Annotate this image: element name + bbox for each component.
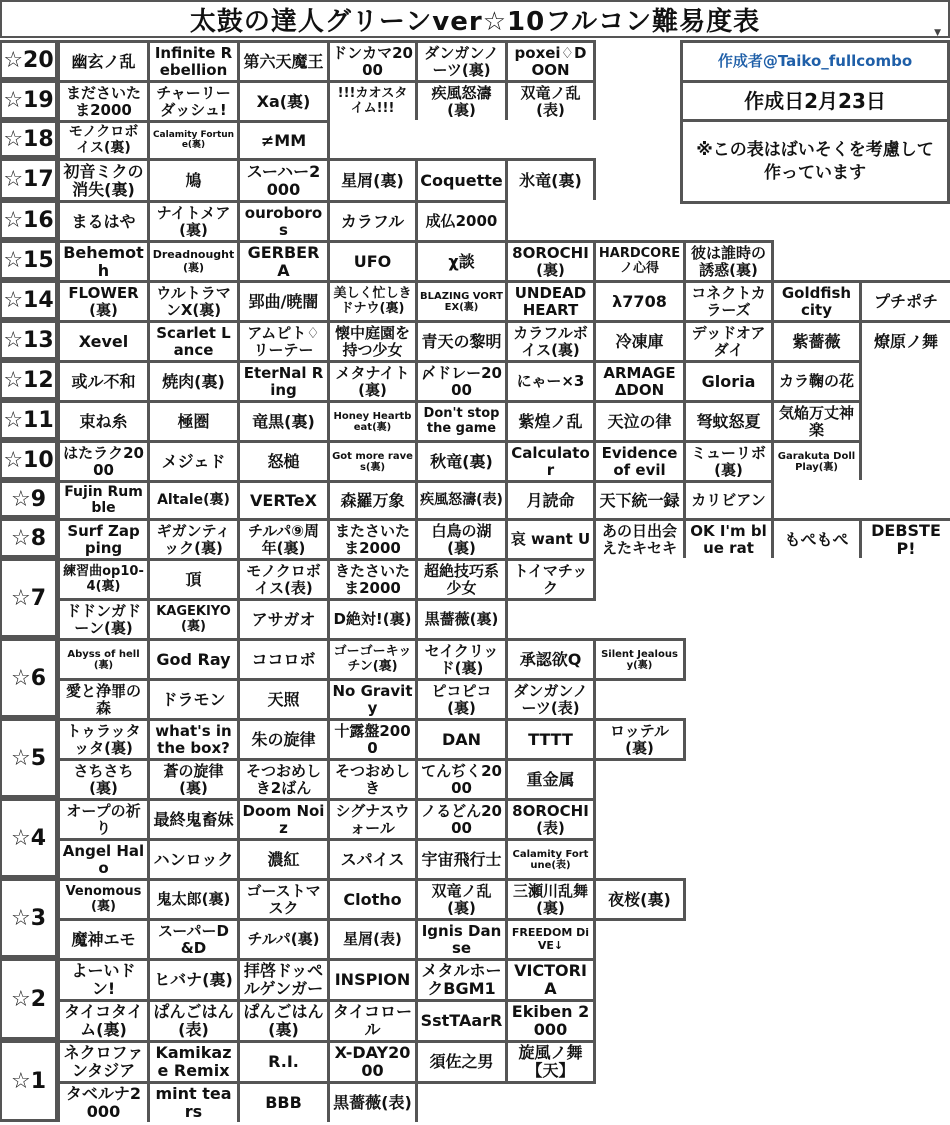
song-cell: 束ね糸	[60, 403, 147, 440]
song-cell: VICTORIA	[508, 961, 593, 999]
row-gap	[508, 601, 596, 641]
song-cell: 彼は誰時の誘惑(裏)	[686, 243, 771, 280]
song-cell: Calamity Fortune(表)	[508, 841, 593, 878]
song-cell: λ7708	[596, 283, 683, 320]
song-cell: トゥラッタッタ(裏)	[60, 721, 147, 758]
song-cell: Goldfish city	[774, 283, 859, 320]
song-cell: 鳩	[150, 161, 237, 200]
song-cell: ouroboros	[240, 203, 327, 240]
song-cell: 8OROCHI(表)	[508, 801, 593, 838]
song-cell: きたさいたま2000	[330, 561, 415, 598]
song-cell: 懐中庭園を持つ少女	[330, 323, 415, 360]
tier-label: ☆16	[2, 203, 55, 237]
song-cell: Don't stop the game	[418, 403, 505, 440]
song-cell: シグナスウォール	[330, 801, 415, 838]
song-cell: ゴーストマスク	[240, 881, 327, 918]
song-cell: 須佐之男	[418, 1043, 505, 1081]
song-cell: 黒薔薇(表)	[330, 1084, 415, 1122]
tier-label: ☆9	[2, 483, 55, 515]
song-cell: ダンガンノーツ(表)	[508, 681, 593, 718]
song-cell: Surf Zapping	[60, 521, 147, 558]
song-cell: Doom Noiz	[240, 801, 327, 838]
song-cell: poxei♢DOON	[508, 43, 593, 80]
song-cell: 成仏2000	[418, 203, 505, 240]
song-cell: 焼肉(裏)	[150, 363, 237, 400]
song-cell: UFO	[330, 243, 415, 280]
tier-label: ☆10	[2, 443, 55, 477]
song-cell: 練習曲op10-4(裏)	[60, 561, 147, 598]
song-cell: God Ray	[150, 641, 237, 678]
song-cell: よーいドン!	[60, 961, 147, 999]
tier-label: ☆8	[2, 521, 55, 555]
song-cell: 紫薔薇	[774, 323, 859, 360]
song-cell: 重金属	[508, 761, 593, 798]
tier-label: ☆19	[2, 83, 55, 117]
song-cell: GERBERA	[240, 243, 327, 280]
song-cell: what's in the box?	[150, 721, 237, 758]
song-cell: タベルナ2000	[60, 1084, 147, 1122]
song-cell: 秋竜(裏)	[418, 443, 505, 480]
song-cell: ゴーゴーキッチン(裏)	[330, 641, 415, 678]
song-cell: 天泣の律	[596, 403, 683, 440]
song-cell: SstTAarR	[418, 1002, 505, 1040]
song-cell: ナイトメア(裏)	[150, 203, 237, 240]
song-cell: スーパーD&D	[150, 921, 237, 958]
song-cell: ダンガンノーツ(裏)	[418, 43, 505, 80]
song-cell: 白鳥の湖(裏)	[418, 521, 505, 558]
song-cell: Coquette	[418, 161, 505, 200]
table-title	[0, 0, 950, 38]
song-cell: HARDCOREノ心得	[596, 243, 683, 280]
song-cell: ドラモン	[150, 681, 237, 718]
row-gap	[596, 921, 686, 961]
tier-label: ☆13	[2, 323, 55, 357]
song-cell: Garakuta Doll Play(裏)	[774, 443, 859, 480]
song-cell: Calculator	[508, 443, 593, 480]
song-cell: BBB	[240, 1084, 327, 1122]
song-cell: カラフル	[330, 203, 415, 240]
song-cell: Xevel	[60, 323, 147, 360]
tier-label: ☆2	[2, 961, 55, 1037]
song-cell: 〆ドレー2000	[418, 363, 505, 400]
song-cell: 十露盤2000	[330, 721, 415, 758]
song-cell: アムピト♢リーテー	[240, 323, 327, 360]
song-cell: ARMAGEΔDON	[596, 363, 683, 400]
song-cell: もぺもぺ	[774, 521, 859, 558]
song-cell: 星屑(表)	[330, 921, 415, 958]
tier-label: ☆6	[2, 641, 55, 715]
song-cell: Angel Halo	[60, 841, 147, 878]
song-cell: 郢曲/暁闇	[240, 283, 327, 320]
song-cell: 初音ミクの消失(裏)	[60, 161, 147, 200]
song-cell: そつおめしき2ばん	[240, 761, 327, 798]
song-cell: 竜黒(裏)	[240, 403, 327, 440]
song-cell: D絶対!(裏)	[330, 601, 415, 638]
row-gap	[596, 681, 686, 721]
song-cell: ドドンガドーン(裏)	[60, 601, 147, 638]
song-cell: Honey Heartbeat(裏)	[330, 403, 415, 440]
song-cell: DAN	[418, 721, 505, 758]
song-cell: Fujin Rumble	[60, 483, 147, 518]
song-cell: 最終鬼畜妹	[150, 801, 237, 838]
song-cell: 8OROCHI(裏)	[508, 243, 593, 280]
song-cell: オープの祈り	[60, 801, 147, 838]
song-cell: Ekiben 2000	[508, 1002, 593, 1040]
song-cell: BLAZING VORTEX(裏)	[418, 283, 505, 320]
song-cell: Infinite Rebellion	[150, 43, 237, 80]
song-cell: KAGEKIYO(裏)	[150, 601, 237, 638]
song-cell: 超絶技巧系少女	[418, 561, 505, 598]
song-cell: ぱんごはん(表)	[150, 1002, 237, 1040]
song-cell: DEBSTEP!	[862, 521, 950, 558]
song-cell: 黒薔薇(裏)	[418, 601, 505, 638]
song-cell: コネクトカラーズ	[686, 283, 771, 320]
song-cell: チルパ⑨周年(裏)	[240, 521, 327, 558]
song-cell: OK I'm blue rat	[686, 521, 771, 558]
tier-label: ☆4	[2, 801, 55, 875]
song-cell: カリビアン	[686, 483, 771, 518]
table-note: ※この表はばいそくを考慮して作っています	[683, 122, 947, 201]
song-cell: 蒼の旋律(裏)	[150, 761, 237, 798]
song-cell: 怒槌	[240, 443, 327, 480]
song-cell: メジェド	[150, 443, 237, 480]
song-cell: 魔神エモ	[60, 921, 147, 958]
song-cell: ぱんごはん(裏)	[240, 1002, 327, 1040]
song-cell: チャーリーダッシュ!	[150, 83, 237, 120]
song-cell: 哀 want U	[508, 521, 593, 558]
song-cell: またさいたま2000	[330, 521, 415, 558]
song-cell: ノるどん2000	[418, 801, 505, 838]
song-cell: ピコピコ(裏)	[418, 681, 505, 718]
song-cell: カラフルボイス(裏)	[508, 323, 593, 360]
creation-date: 作成日2月23日	[683, 83, 947, 119]
song-cell: !!!カオスタイム!!!	[330, 83, 415, 120]
tier-label: ☆14	[2, 283, 55, 317]
song-cell: 双竜ノ乱(裏)	[418, 881, 505, 918]
song-cell: スパイス	[330, 841, 415, 878]
song-cell: INSPION	[330, 961, 415, 999]
song-cell: Clotho	[330, 881, 415, 918]
song-cell: UNDEAD HEART	[508, 283, 593, 320]
tier-label: ☆1	[2, 1043, 55, 1119]
song-cell: 頂	[150, 561, 237, 598]
song-cell: ウルトラマンX(裏)	[150, 283, 237, 320]
song-cell: てんぢく2000	[418, 761, 505, 798]
song-cell: Behemoth	[60, 243, 147, 280]
song-cell: Evidence of evil	[596, 443, 683, 480]
song-cell: Silent Jealousy(裏)	[596, 641, 683, 678]
song-cell: 鬼太郎(裏)	[150, 881, 237, 918]
song-cell: Got more raves(裏)	[330, 443, 415, 480]
song-cell: χ談	[418, 243, 505, 280]
song-cell: X-DAY2000	[330, 1043, 415, 1081]
song-cell: 愛と浄罪の森	[60, 681, 147, 718]
song-cell: Altale(裏)	[150, 483, 237, 518]
song-cell: メタルホークBGM1	[418, 961, 505, 999]
tier-label: ☆11	[2, 403, 55, 437]
song-cell: スーハー2000	[240, 161, 327, 200]
song-cell: 朱の旋律	[240, 721, 327, 758]
tier-label: ☆15	[2, 243, 55, 277]
song-cell: mint tears	[150, 1084, 237, 1122]
song-cell: 疾風怒濤(表)	[418, 483, 505, 518]
tier-label: ☆12	[2, 363, 55, 397]
song-cell: VERTeX	[240, 483, 327, 518]
song-cell: Abyss of hell(裏)	[60, 641, 147, 678]
tier-label: ☆7	[2, 561, 55, 635]
song-cell: 美しく忙しきドナウ(裏)	[330, 283, 415, 320]
song-cell: No Gravity	[330, 681, 415, 718]
song-cell: プチポチ	[862, 283, 950, 320]
song-cell: ギガンティック(裏)	[150, 521, 237, 558]
song-cell: 弩蚊怒夏	[686, 403, 771, 440]
song-cell: そつおめしき	[330, 761, 415, 798]
song-cell: 天下統一録	[596, 483, 683, 518]
song-cell: 森羅万象	[330, 483, 415, 518]
tier-label: ☆3	[2, 881, 55, 955]
song-cell: 青天の黎明	[418, 323, 505, 360]
song-cell: モノクロボイス(裏)	[60, 123, 147, 158]
song-cell: FREEDOM DiVE↓	[508, 921, 593, 958]
song-cell: メタナイト(裏)	[330, 363, 415, 400]
tier-label: ☆20	[2, 43, 55, 77]
song-cell: 三瀬川乱舞(裏)	[508, 881, 593, 918]
song-cell: FLOWER(裏)	[60, 283, 147, 320]
song-cell: 或ル不和	[60, 363, 147, 400]
song-cell: 宇宙飛行士	[418, 841, 505, 878]
song-cell: にゃー×3	[508, 363, 593, 400]
song-cell: トイマチック	[508, 561, 593, 598]
song-cell: ヒバナ(裏)	[150, 961, 237, 999]
song-cell: 濃紅	[240, 841, 327, 878]
dropdown-arrow-icon[interactable]: ▼	[934, 28, 942, 38]
song-cell: セイクリッド(裏)	[418, 641, 505, 678]
tier-label: ☆18	[2, 123, 55, 155]
song-cell: ロッテル(裏)	[596, 721, 683, 758]
song-cell: 気焔万丈神楽	[774, 403, 859, 440]
song-cell: EterNal Ring	[240, 363, 327, 400]
song-cell: タイコタイム(裏)	[60, 1002, 147, 1040]
tier-label: ☆5	[2, 721, 55, 795]
song-cell: モノクロボイス(表)	[240, 561, 327, 598]
difficulty-board	[0, 40, 950, 1122]
song-cell: まださいたま2000	[60, 83, 147, 120]
table-title-text: 太鼓の達人グリーンver☆10フルコン難易度表	[189, 6, 761, 37]
song-cell: TTTT	[508, 721, 593, 758]
row-gap	[418, 1084, 596, 1125]
song-cell: Calamity Fortune(裏)	[150, 123, 237, 158]
song-cell: 第六天魔王	[240, 43, 327, 80]
song-cell: 承認欲Q	[508, 641, 593, 678]
song-cell: デッドオアダイ	[686, 323, 771, 360]
song-cell: 夜桜(裏)	[596, 881, 683, 918]
song-cell: はたラク2000	[60, 443, 147, 480]
song-cell: 冷凍庫	[596, 323, 683, 360]
song-cell: ハンロック	[150, 841, 237, 878]
song-cell: Kamikaze Remix	[150, 1043, 237, 1081]
song-cell: 燎原ノ舞	[862, 323, 950, 360]
song-cell: 紫煌ノ乱	[508, 403, 593, 440]
song-cell: ≠MM	[240, 123, 327, 158]
song-cell: タイコロール	[330, 1002, 415, 1040]
song-cell: さちさち(裏)	[60, 761, 147, 798]
song-cell: Ignis Danse	[418, 921, 505, 958]
song-cell: 月読命	[508, 483, 593, 518]
song-cell: 双竜ノ乱(表)	[508, 83, 593, 120]
song-cell: 旋風ノ舞【天】	[508, 1043, 593, 1081]
song-cell: ドンカマ2000	[330, 43, 415, 80]
song-cell: まるはや	[60, 203, 147, 240]
song-cell: 極圏	[150, 403, 237, 440]
song-cell: あの日出会えたキセキ	[596, 521, 683, 558]
tier-label: ☆17	[2, 161, 55, 197]
song-cell: チルパ(裏)	[240, 921, 327, 958]
song-cell: Scarlet Lance	[150, 323, 237, 360]
song-cell: 疾風怒濤(裏)	[418, 83, 505, 120]
song-cell: Xa(裏)	[240, 83, 327, 120]
author-label: 作成者@Taiko_fullcombo	[683, 43, 947, 80]
song-cell: アサガオ	[240, 601, 327, 638]
song-cell: 天照	[240, 681, 327, 718]
song-cell: Gloria	[686, 363, 771, 400]
song-cell: ココロボ	[240, 641, 327, 678]
song-cell: 氷竜(裏)	[508, 161, 593, 200]
song-cell: 拝啓ドッペルゲンガー	[240, 961, 327, 999]
row-gap	[596, 761, 686, 801]
song-cell: 幽玄ノ乱	[60, 43, 147, 80]
song-cell: Venomous(裏)	[60, 881, 147, 918]
song-cell: カラ鞠の花	[774, 363, 859, 400]
song-cell: 星屑(裏)	[330, 161, 415, 200]
song-cell: Dreadnought(裏)	[150, 243, 237, 280]
song-cell: ネクロファンタジア	[60, 1043, 147, 1081]
song-cell: R.I.	[240, 1043, 327, 1081]
song-cell: ミューリボ(裏)	[686, 443, 771, 480]
